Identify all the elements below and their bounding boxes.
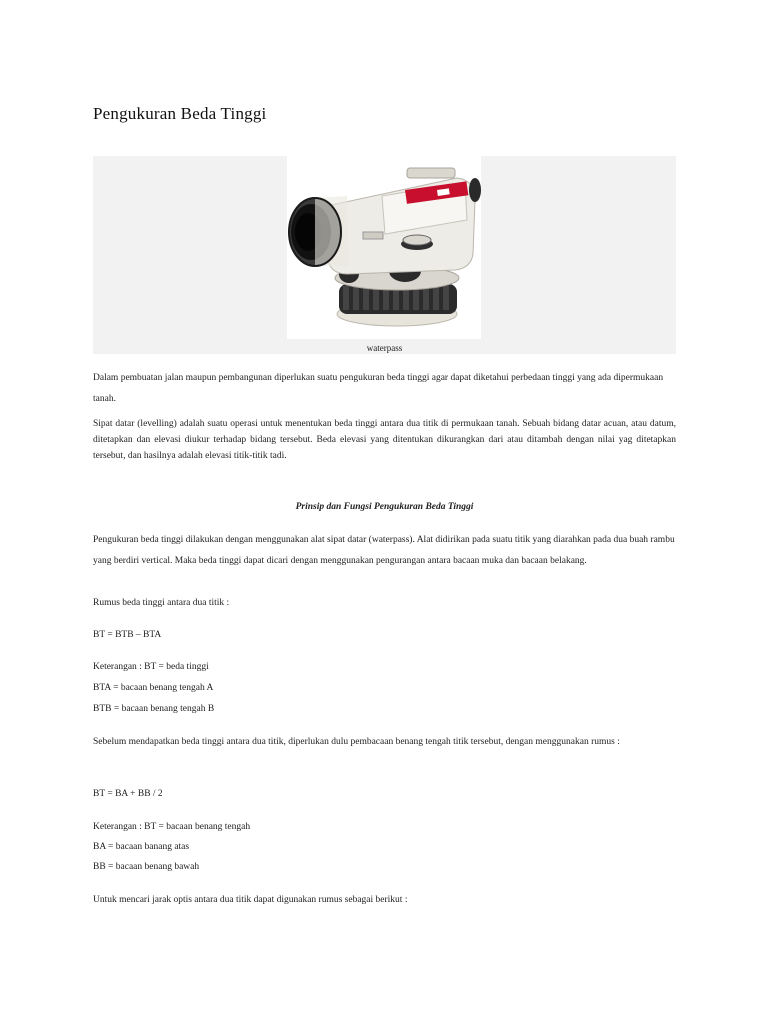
waterpass-illustration	[287, 156, 481, 339]
paragraph-sipat-datar: Sipat datar (levelling) adalah suatu operasi untuk menentukan beda tinggi antara dua titik di permukaan tanah. Sebuah bidang datar acuan, atau datum, ditetapkan dan elevasi diukur terhadap bidang tersebut. Beda elevasi yang ditentukan dikurangkan dari atau ditambah dengan nilai yag ditetapkan tersebut, dan hasilnya adalah elevasi titik-titik tadi.	[93, 419, 676, 461]
keterangan-2a: Keterangan : BT = bacaan benang tengah	[93, 822, 251, 832]
paragraph-intro: Dalam pembuatan jalan maupun pembangunan diperlukan suatu pengukuran beda tinggi agar dapat diketahui perbedaan tinggi yang ada dipermukaan tanah.	[93, 373, 664, 404]
section-heading: Prinsip dan Fungsi Pengukuran Beda Tinggi	[295, 502, 474, 512]
paragraph-prinsip: Pengukuran beda tinggi dilakukan dengan menggunakan alat sipat datar (waterpass). Alat didirikan pada suatu titik yang diarahkan pada dua buah rambu yang berdiri vertical. Maka beda tinggi dapat dicari dengan menggunakan pengurangan antara bacaan muka dan bacaan belakang.	[93, 535, 675, 566]
formula-beda-tinggi: BT = BTB – BTA	[93, 630, 162, 640]
paragraph-jarak-optis: Untuk mencari jarak optis antara dua titik dapat digunakan rumus sebagai berikut :	[93, 895, 408, 905]
keterangan-1c: BTB = bacaan benang tengah B	[93, 704, 215, 714]
figure-caption: waterpass	[366, 343, 403, 353]
paragraph-rumus-intro: Rumus beda tinggi antara dua titik :	[93, 598, 230, 608]
formula-benang-tengah: BT = BA + BB / 2	[93, 789, 163, 799]
keterangan-1a: Keterangan : BT = beda tinggi	[93, 662, 209, 672]
keterangan-2b: BA = bacaan banang atas	[93, 842, 190, 852]
keterangan-1b: BTA = bacaan benang tengah A	[93, 683, 214, 693]
page-title: Pengukuran Beda Tinggi	[93, 104, 267, 123]
paragraph-sebelum: Sebelum mendapatkan beda tinggi antara dua titik, diperlukan dulu pembacaan benang tengah titik tersebut, dengan menggunakan rumus :	[93, 737, 620, 747]
waterpass-photo	[287, 156, 481, 339]
keterangan-2c: BB = bacaan benang bawah	[93, 862, 200, 872]
figure	[93, 156, 676, 354]
